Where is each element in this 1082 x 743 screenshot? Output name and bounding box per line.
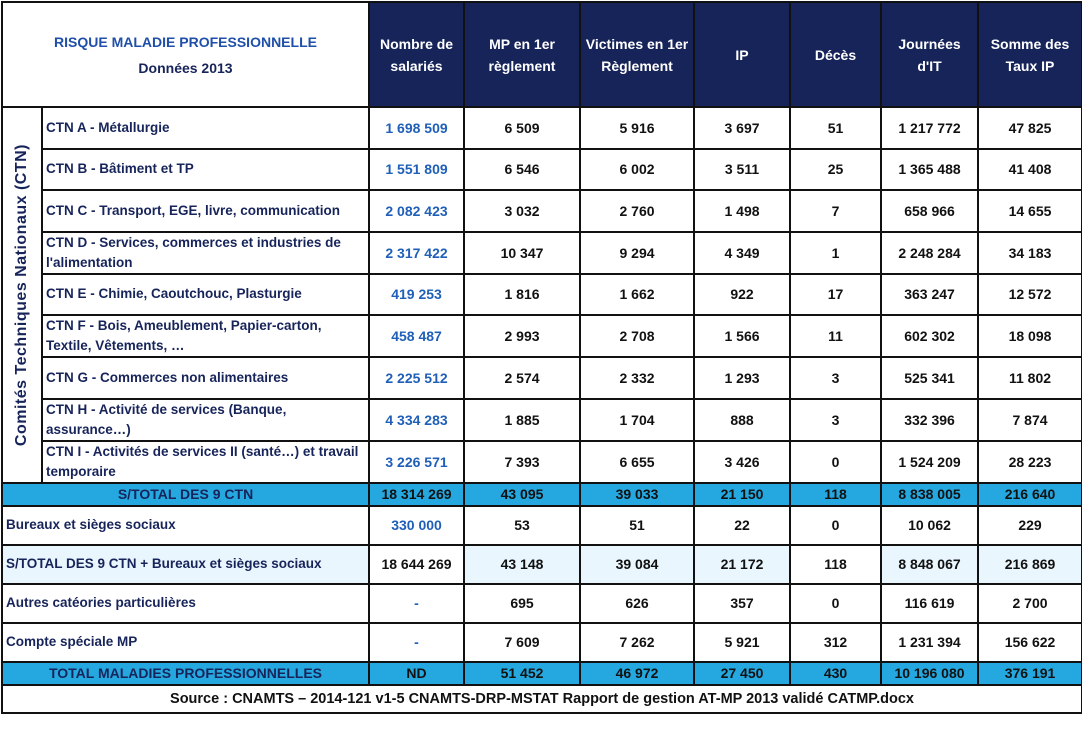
col-header-somme-taux-ip: Somme des Taux IP <box>978 2 1082 107</box>
cell-taux-ip: 216 869 <box>978 545 1082 584</box>
cell-journees-it: 1 524 209 <box>881 441 978 483</box>
cell-journees-it: 1 365 488 <box>881 149 978 191</box>
cell-journees-it: 658 966 <box>881 190 978 232</box>
cell-deces: 11 <box>790 315 881 357</box>
cell-deces: 7 <box>790 190 881 232</box>
cell-deces: 17 <box>790 274 881 316</box>
cell-taux-ip: 7 874 <box>978 399 1082 441</box>
cell-ip: 21 150 <box>694 483 790 506</box>
cell-salaries: 4 334 283 <box>369 399 464 441</box>
cell-taux-ip: 376 191 <box>978 662 1082 685</box>
col-header-ip: IP <box>694 2 790 107</box>
cell-victimes: 2 332 <box>580 357 694 399</box>
cell-taux-ip: 11 802 <box>978 357 1082 399</box>
row-label: Autres catéories particulières <box>2 584 369 623</box>
cell-victimes: 6 002 <box>580 149 694 191</box>
cell-ip: 3 511 <box>694 149 790 191</box>
cell-deces: 51 <box>790 107 881 149</box>
cell-taux-ip: 47 825 <box>978 107 1082 149</box>
cell-journees-it: 8 848 067 <box>881 545 978 584</box>
cell-taux-ip: 12 572 <box>978 274 1082 316</box>
cell-mp: 53 <box>464 506 580 545</box>
table-row <box>2 190 1082 232</box>
cell-ip: 3 426 <box>694 441 790 483</box>
table-title-cell <box>2 2 369 107</box>
row-label: S/TOTAL DES 9 CTN + Bureaux et sièges sociaux <box>2 545 369 584</box>
cell-victimes: 2 760 <box>580 190 694 232</box>
cell-victimes: 1 704 <box>580 399 694 441</box>
cell-journees-it: 363 247 <box>881 274 978 316</box>
bureaux-row <box>2 506 1082 545</box>
cell-taux-ip: 14 655 <box>978 190 1082 232</box>
col-header-victimes: Victimes en 1er Règlement <box>580 2 694 107</box>
cell-salaries: 1 698 509 <box>369 107 464 149</box>
cell-journees-it: 116 619 <box>881 584 978 623</box>
cell-victimes: 626 <box>580 584 694 623</box>
table-title: RISQUE MALADIE PROFESSIONNELLE <box>54 33 317 50</box>
cell-mp: 43 095 <box>464 483 580 506</box>
cell-deces: 0 <box>790 441 881 483</box>
cell-journees-it: 10 062 <box>881 506 978 545</box>
subtotal-label: S/TOTAL DES 9 CTN <box>2 483 369 506</box>
cell-journees-it: 8 838 005 <box>881 483 978 506</box>
compte-row <box>2 623 1082 662</box>
cell-ip: 922 <box>694 274 790 316</box>
subtotal-bureaux-row <box>2 545 1082 584</box>
cell-salaries: 2 317 422 <box>369 232 464 274</box>
cell-victimes: 51 <box>580 506 694 545</box>
cell-salaries: 1 551 809 <box>369 149 464 191</box>
cell-journees-it: 1 217 772 <box>881 107 978 149</box>
cell-salaries: 2 082 423 <box>369 190 464 232</box>
cell-deces: 25 <box>790 149 881 191</box>
cell-ip: 5 921 <box>694 623 790 662</box>
cell-taux-ip: 41 408 <box>978 149 1082 191</box>
cell-journees-it: 525 341 <box>881 357 978 399</box>
cell-victimes: 39 033 <box>580 483 694 506</box>
cell-mp: 7 393 <box>464 441 580 483</box>
cell-ip: 21 172 <box>694 545 790 584</box>
header-row <box>2 2 1082 107</box>
table-row <box>2 315 1082 357</box>
cell-mp: 3 032 <box>464 190 580 232</box>
cell-victimes: 1 662 <box>580 274 694 316</box>
total-label: TOTAL MALADIES PROFESSIONNELLES <box>2 662 369 685</box>
cell-salaries: 18 644 269 <box>369 545 464 584</box>
cell-deces: 430 <box>790 662 881 685</box>
cell-salaries: 18 314 269 <box>369 483 464 506</box>
row-label: CTN H - Activité de services (Banque, assurance…) <box>42 399 369 441</box>
total-row <box>2 662 1082 685</box>
cell-mp: 695 <box>464 584 580 623</box>
cell-salaries: ND <box>369 662 464 685</box>
row-label: CTN F - Bois, Ameublement, Papier-carton, Textile, Vêtements, … <box>42 315 369 357</box>
cell-mp: 1 816 <box>464 274 580 316</box>
cell-taux-ip: 229 <box>978 506 1082 545</box>
col-header-deces: Décès <box>790 2 881 107</box>
cell-ip: 27 450 <box>694 662 790 685</box>
cell-ip: 357 <box>694 584 790 623</box>
cell-deces: 0 <box>790 506 881 545</box>
table-row <box>2 357 1082 399</box>
cell-deces: 118 <box>790 545 881 584</box>
cell-mp: 10 347 <box>464 232 580 274</box>
cell-deces: 312 <box>790 623 881 662</box>
cell-ip: 888 <box>694 399 790 441</box>
source-note: Source : CNAMTS – 2014-121 v1-5 CNAMTS-DRP-MSTAT Rapport de gestion AT-MP 2013 validé CATMP.docx <box>2 685 1082 713</box>
subtotal-9-ctn-row <box>2 483 1082 506</box>
cell-journees-it: 10 196 080 <box>881 662 978 685</box>
source-row <box>2 685 1082 713</box>
row-label: Bureaux et sièges sociaux <box>2 506 369 545</box>
cell-salaries: 3 226 571 <box>369 441 464 483</box>
cell-mp: 1 885 <box>464 399 580 441</box>
row-label: CTN B - Bâtiment et TP <box>42 149 369 191</box>
col-header-salaries: Nombre de salariés <box>369 2 464 107</box>
row-label: Compte spéciale MP <box>2 623 369 662</box>
cell-victimes: 2 708 <box>580 315 694 357</box>
cell-deces: 3 <box>790 357 881 399</box>
cell-salaries: - <box>369 584 464 623</box>
cell-taux-ip: 28 223 <box>978 441 1082 483</box>
cell-victimes: 9 294 <box>580 232 694 274</box>
mp-statistics-table <box>1 1 1082 714</box>
cell-salaries: 330 000 <box>369 506 464 545</box>
col-header-mp-1er-reglement: MP en 1er règlement <box>464 2 580 107</box>
cell-salaries: 458 487 <box>369 315 464 357</box>
table-row <box>2 441 1082 483</box>
col-header-journees-it: Journées d'IT <box>881 2 978 107</box>
table-row <box>2 149 1082 191</box>
row-label: CTN D - Services, commerces et industries de l'alimentation <box>42 232 369 274</box>
cell-taux-ip: 156 622 <box>978 623 1082 662</box>
cell-victimes: 39 084 <box>580 545 694 584</box>
cell-taux-ip: 18 098 <box>978 315 1082 357</box>
row-label: CTN C - Transport, EGE, livre, communication <box>42 190 369 232</box>
cell-ip: 22 <box>694 506 790 545</box>
cell-mp: 43 148 <box>464 545 580 584</box>
table-row <box>2 107 1082 149</box>
cell-deces: 1 <box>790 232 881 274</box>
cell-salaries: 419 253 <box>369 274 464 316</box>
row-label: CTN E - Chimie, Caoutchouc, Plasturgie <box>42 274 369 316</box>
autres-row <box>2 584 1082 623</box>
cell-journees-it: 332 396 <box>881 399 978 441</box>
cell-mp: 7 609 <box>464 623 580 662</box>
cell-taux-ip: 34 183 <box>978 232 1082 274</box>
cell-victimes: 7 262 <box>580 623 694 662</box>
cell-taux-ip: 216 640 <box>978 483 1082 506</box>
cell-ip: 1 293 <box>694 357 790 399</box>
cell-victimes: 46 972 <box>580 662 694 685</box>
cell-salaries: - <box>369 623 464 662</box>
cell-taux-ip: 2 700 <box>978 584 1082 623</box>
cell-mp: 6 509 <box>464 107 580 149</box>
table-subtitle: Données 2013 <box>138 59 233 76</box>
cell-deces: 0 <box>790 584 881 623</box>
cell-journees-it: 1 231 394 <box>881 623 978 662</box>
table-row <box>2 399 1082 441</box>
cell-ip: 1 498 <box>694 190 790 232</box>
cell-salaries: 2 225 512 <box>369 357 464 399</box>
cell-mp: 6 546 <box>464 149 580 191</box>
row-label: CTN G - Commerces non alimentaires <box>42 357 369 399</box>
row-label: CTN A - Métallurgie <box>42 107 369 149</box>
cell-deces: 3 <box>790 399 881 441</box>
ctn-group-cell <box>2 107 42 483</box>
ctn-group-label: Comités Techniques Nationaux (CTN) <box>13 143 30 446</box>
cell-mp: 51 452 <box>464 662 580 685</box>
cell-journees-it: 2 248 284 <box>881 232 978 274</box>
cell-deces: 118 <box>790 483 881 506</box>
cell-mp: 2 574 <box>464 357 580 399</box>
cell-victimes: 6 655 <box>580 441 694 483</box>
table-row <box>2 232 1082 274</box>
cell-journees-it: 602 302 <box>881 315 978 357</box>
cell-victimes: 5 916 <box>580 107 694 149</box>
row-label: CTN I - Activités de services II (santé…) et travail temporaire <box>42 441 369 483</box>
table-row <box>2 274 1082 316</box>
cell-ip: 4 349 <box>694 232 790 274</box>
cell-mp: 2 993 <box>464 315 580 357</box>
cell-ip: 3 697 <box>694 107 790 149</box>
cell-ip: 1 566 <box>694 315 790 357</box>
